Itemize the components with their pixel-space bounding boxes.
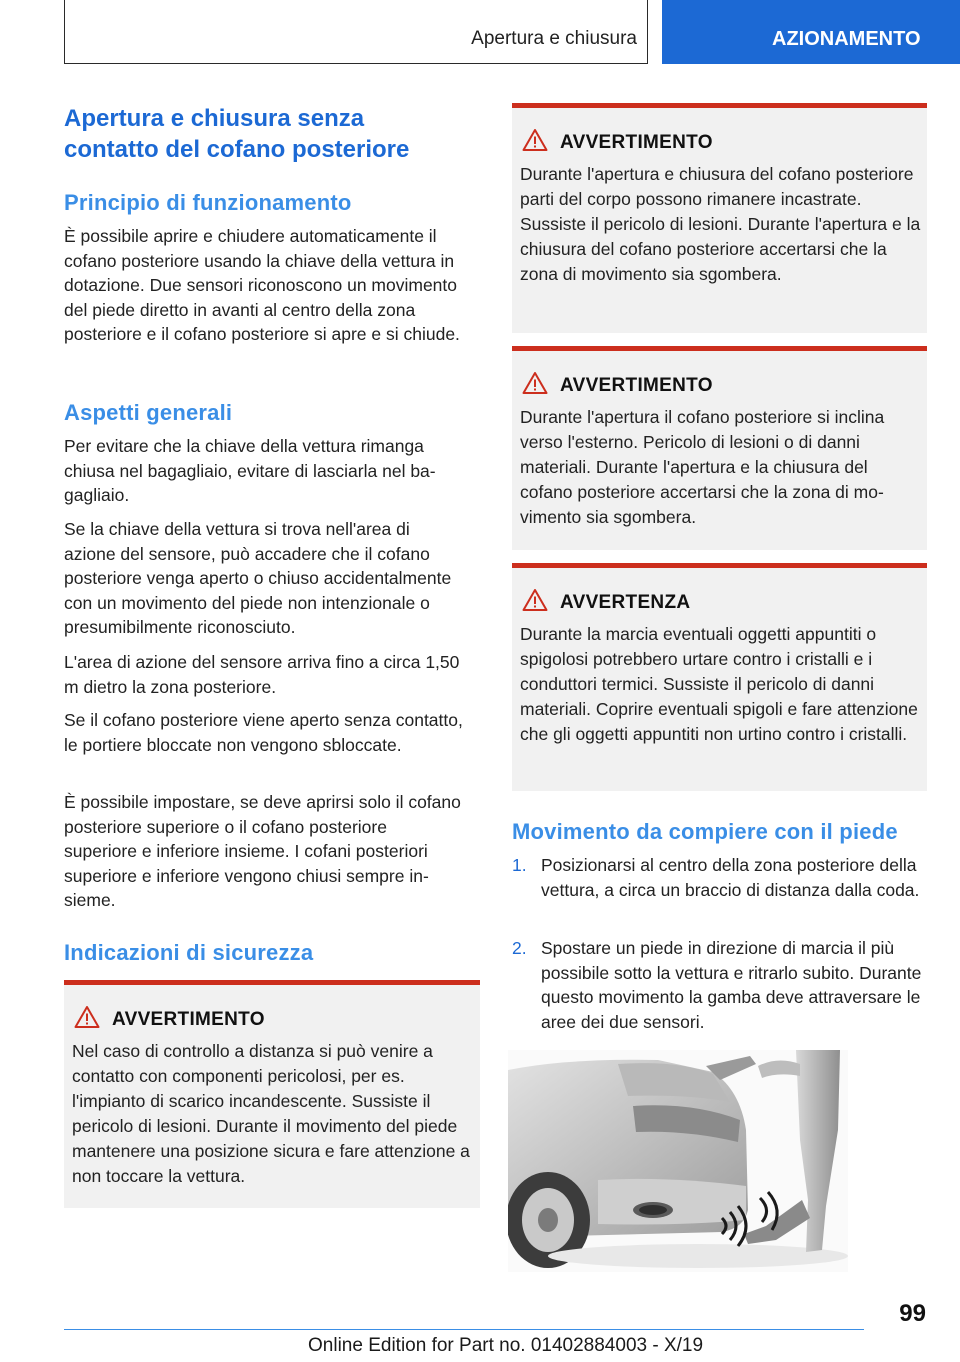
- movement-heading: Movimento da compiere con il piede: [512, 819, 898, 844]
- general-paragraph-4: Se il cofano posteriore viene aperto senza contatto, le portiere bloccate non vengono sbloccate.: [64, 710, 463, 755]
- list-item: [512, 853, 927, 929]
- header-chapter-tab: [662, 0, 960, 64]
- warning-triangle-icon: [74, 1005, 100, 1029]
- notice-title: AVVERTENZA: [560, 592, 691, 613]
- general-paragraph-1: Per evitare che la chiave della vettura rimanga chiusa nel bagagliaio, evitare di lasciarla nel bagagliaio.: [64, 436, 436, 505]
- general-paragraph-2: Se la chiave della vettura si trova nell'area di azione del sensore, può accadere che il cofano posteriore venga aperto o chiuso accidentalmente con un movimento del piede non intenzionale o presumibilmente riconosciuto.: [64, 519, 452, 637]
- step-number: 1.: [512, 855, 527, 875]
- warning-text: Durante l'apertura e chiusura del cofano posteriore parti del corpo possono rimanere incastrate. Sussiste il pericolo di lesioni. Durante l'apertura e la chiusura del cofano posteriore accertarsi che la zona di movimento sia sgombera.: [520, 164, 921, 284]
- list-item: [512, 936, 927, 1036]
- page-title-line1: Apertura e chiusura senza: [64, 105, 365, 132]
- page-number: 99: [899, 1300, 926, 1327]
- warning-title: AVVERTIMENTO: [112, 1009, 265, 1030]
- safety-heading: Indicazioni di sicurezza: [64, 940, 314, 965]
- general-heading: Aspetti generali: [64, 400, 233, 425]
- warning-text: Nel caso di controllo a distanza si può venire a contatto con componenti pericolosi, per es. l'impianto di scarico incandescente. Sussiste il pericolo di lesioni. Durante il movimento del piede mantenere una posizione sicura e fare attenzione a non toccare la vettura.: [72, 1041, 470, 1186]
- footer-edition: Online Edition for Part no. 01402884003 - X/19: [308, 1335, 704, 1356]
- step-text: Spostare un piede in direzione di marcia il più possibile sotto la vettura e ritrarlo subito. Durante questo movimento la gamba deve attraversare le aree dei due sensori.: [541, 938, 922, 1032]
- foot-gesture-illustration: [508, 1050, 848, 1272]
- step-text: Posizionarsi al centro della zona posteriore della vettura, a circa un braccio di distanza dalla coda.: [541, 855, 920, 900]
- footer-divider: [64, 1329, 864, 1330]
- header-chapter-label: AZIONAMENTO: [772, 28, 921, 50]
- car-rear-foot-illustration: [508, 1050, 848, 1272]
- notice-text: Durante la marcia eventuali oggetti appuntiti o spigolosi potrebbero urtare contro i cristalli e i conduttori termici. Sussiste il pericolo di danni materiali. Coprire eventuali spigoli e fare attenzione che gli oggetti appuntiti non urtino contro i cristalli.: [520, 624, 918, 744]
- warning-title: AVVERTIMENTO: [560, 132, 713, 153]
- warning-title: AVVERTIMENTO: [560, 375, 713, 396]
- warning-text: Durante l'apertura il cofano posteriore si inclina verso l'esterno. Pericolo di lesioni o di danni materiali. Durante l'apertura e la chiusura del cofano posteriore accertarsi che la zona di movimento sia sgombera.: [520, 407, 885, 527]
- principle-text: È possibile aprire e chiudere automaticamente il cofano posteriore usando la chiave della vettura in dotazione. Due sensori riconoscono un movimento del piede diretto in avanti al centro della zona posteriore e il cofano posteriore si apre e si chiude.: [64, 226, 460, 344]
- warning-triangle-icon: [522, 371, 548, 395]
- principle-heading: Principio di funzionamento: [64, 190, 352, 215]
- warning-triangle-icon: [522, 128, 548, 152]
- warning-box: [512, 346, 927, 550]
- warning-box: [64, 980, 480, 1208]
- step-number: 2.: [512, 938, 527, 958]
- header-section-box: [64, 0, 648, 64]
- general-paragraph-5: È possibile impostare, se deve aprirsi solo il cofano posteriore superiore o il cofano posteriore superiore e inferiore insieme. I cofani posteriori superiore e inferiore vengono chiusi sempre insieme.: [64, 792, 461, 910]
- general-paragraph-3: L'area di azione del sensore arriva fino a circa 1,50 m dietro la zona posteriore.: [64, 652, 460, 697]
- page-title-line2: contatto del cofano posteriore: [64, 136, 410, 163]
- header-section-title: Apertura e chiusura: [471, 28, 637, 49]
- warning-box: [512, 563, 927, 791]
- warning-box: [512, 103, 927, 333]
- warning-triangle-icon: [522, 588, 548, 612]
